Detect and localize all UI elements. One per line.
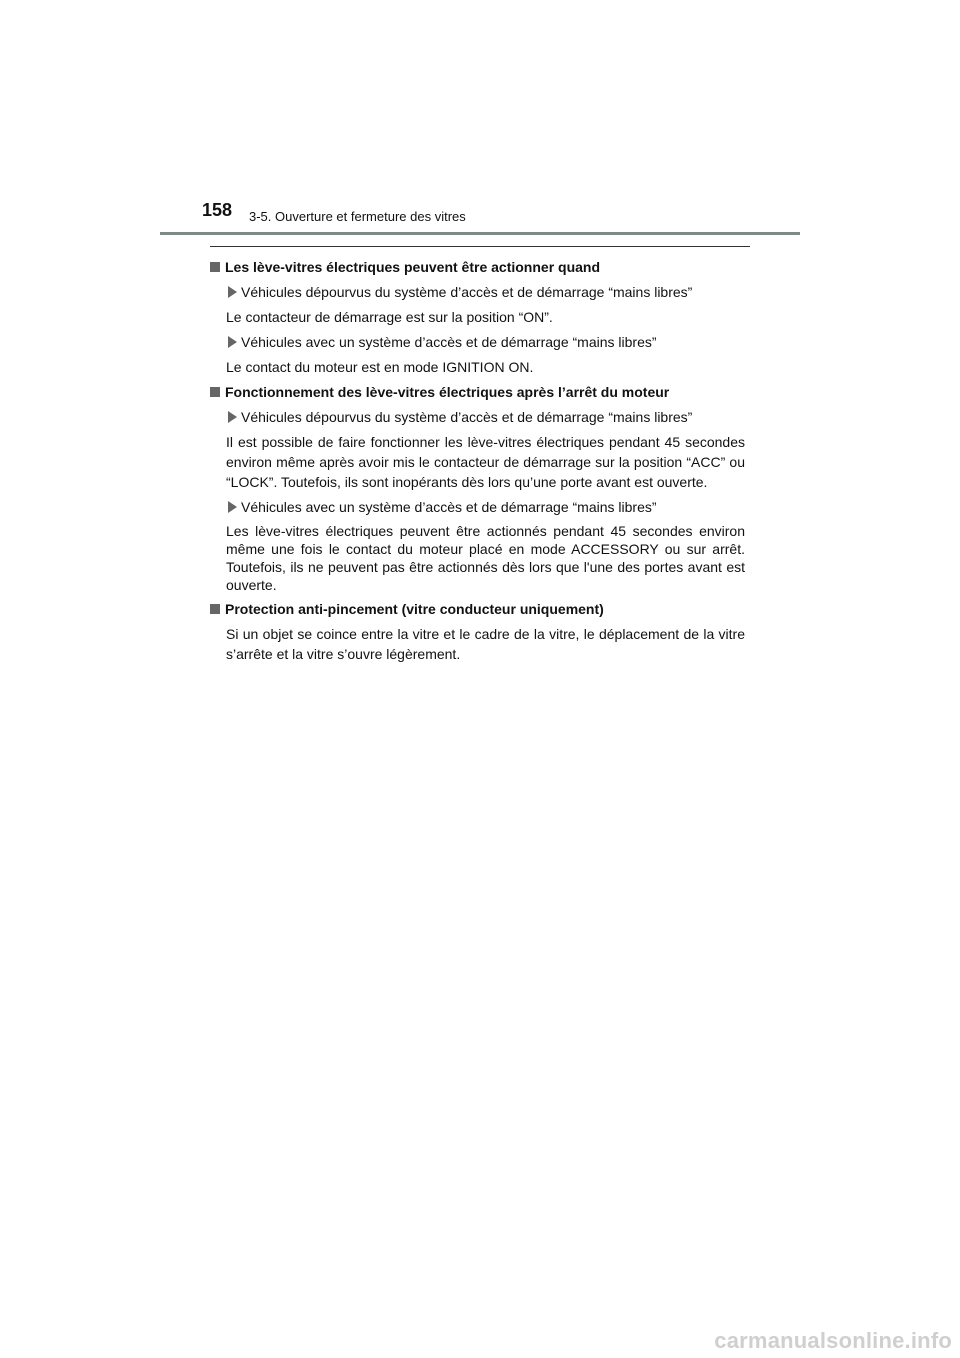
paragraph: Si un objet se coince entre la vitre et le cadre de la vitre, le déplacement de la vitre s’arrête et la vitre s’ouvre légèrement. (226, 626, 745, 662)
sub-heading (228, 282, 745, 302)
header-divider (160, 232, 800, 235)
sub-heading-text: Véhicules dépourvus du système d’accès et de démarrage “mains libres” (241, 284, 693, 300)
sub-heading (228, 332, 745, 352)
square-bullet-icon (210, 387, 220, 397)
square-bullet-icon (210, 604, 220, 614)
paragraph: Les lève-vitres électriques peuvent être actionnés pendant 45 secondes environ même une fois le contact du moteur placé en mode ACCESSORY ou sur arrêt. Toutefois, ils ne peuvent pas être actionnés dès lors que l'une des portes avant est ouverte. (226, 523, 745, 593)
section-heading (210, 382, 745, 402)
paragraph: Il est possible de faire fonctionner les lève-vitres électriques pendant 45 secondes environ même après avoir mis le contacteur de démarrage sur la position “ACC” ou “LOCK”. Toutefois, ils sont inopérants dès lors qu’une porte avant est ouverte. (226, 434, 745, 490)
triangle-bullet-icon (228, 336, 237, 348)
sub-heading (228, 407, 745, 427)
paragraph: Le contacteur de démarrage est sur la position “ON”. (226, 309, 553, 325)
heading-text: Fonctionnement des lève-vitres électriques après l’arrêt du moteur (225, 384, 670, 400)
heading-text: Protection anti-pincement (vitre conducteur uniquement) (225, 601, 604, 617)
content-divider (210, 246, 750, 247)
square-bullet-icon (210, 262, 220, 272)
page-number: 158 (202, 200, 233, 220)
paragraph: Le contact du moteur est en mode IGNITION ON. (226, 359, 534, 375)
section-heading (210, 599, 745, 619)
sub-heading-text: Véhicules dépourvus du système d’accès et de démarrage “mains libres” (241, 409, 693, 425)
page-content (210, 257, 745, 669)
triangle-bullet-icon (228, 501, 237, 513)
section-title: 3-5. Ouverture et fermeture des vitres (249, 209, 466, 224)
triangle-bullet-icon (228, 286, 237, 298)
sub-heading-text: Véhicules avec un système d’accès et de démarrage “mains libres” (241, 499, 657, 515)
sub-heading-text: Véhicules avec un système d’accès et de démarrage “mains libres” (241, 334, 657, 350)
heading-text: Les lève-vitres électriques peuvent être actionner quand (225, 259, 601, 275)
triangle-bullet-icon (228, 411, 237, 423)
sub-heading (228, 497, 745, 517)
section-heading (210, 257, 745, 277)
watermark-text: carmanualsonline.info (714, 1328, 952, 1353)
